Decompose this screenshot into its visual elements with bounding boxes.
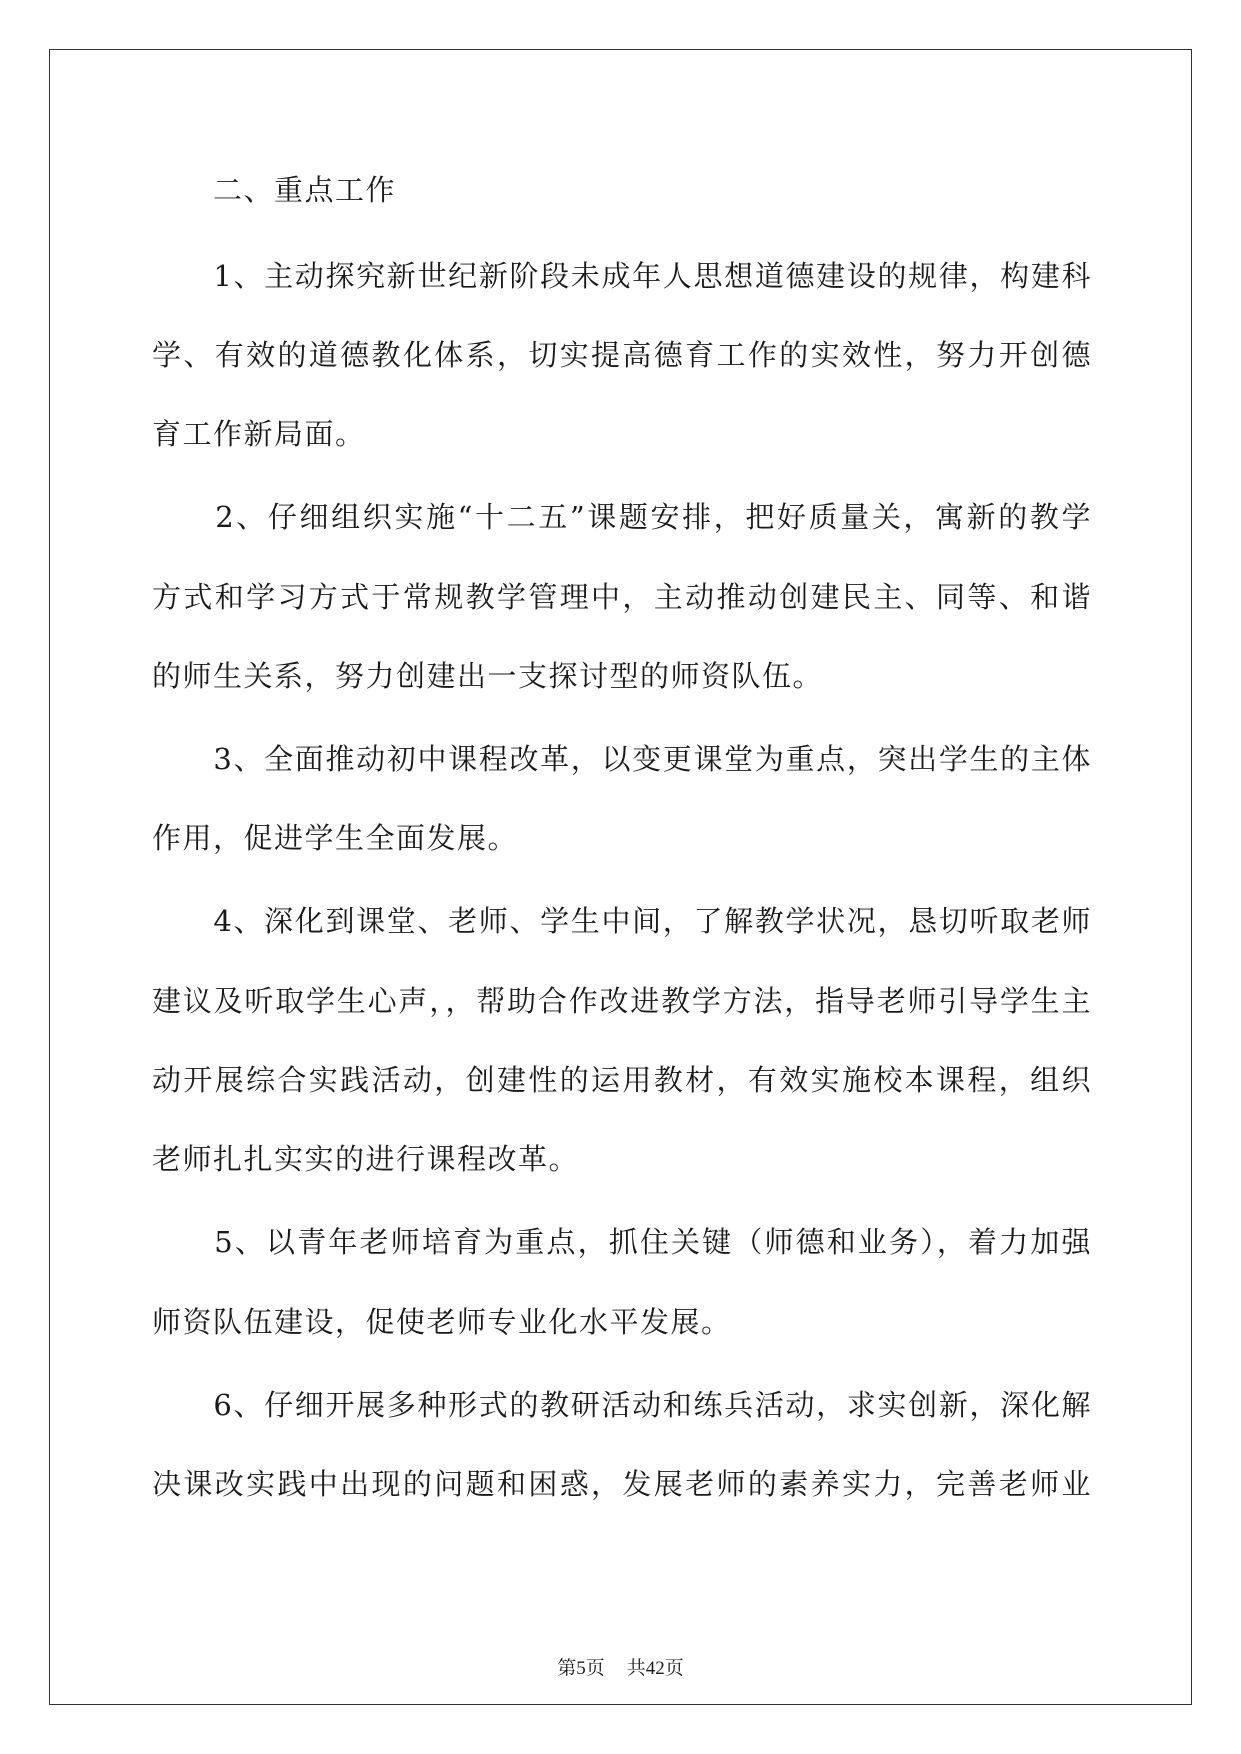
paragraph-line: 6、仔细开展多种形式的教研活动和练兵活动，求实创新，深化解 <box>152 1388 1092 1422</box>
paragraph-line: 师资队伍建设，促使老师专业化水平发展。 <box>152 1305 732 1339</box>
paragraph-line: 学、有效的道德教化体系，切实提高德育工作的实效性，努力开创德 <box>152 338 1092 372</box>
paragraph-line: 育工作新局面。 <box>152 417 366 451</box>
page-number: 第5页 <box>557 1658 605 1679</box>
paragraph-line: 作用，促进学生全面发展。 <box>152 821 519 855</box>
paragraph-line: 2、仔细组织实施“十二五”课题安排，把好质量关，寓新的教学 <box>152 500 1092 534</box>
paragraph-line: 5、以青年老师培育为重点，抓住关键（师德和业务），着力加强 <box>152 1225 1092 1259</box>
paragraph-line: 决课改实践中出现的问题和困惑，发展老师的素养实力，完善老师业 <box>152 1467 1092 1501</box>
section-heading: 二、重点工作 <box>152 173 397 207</box>
paragraph-line: 老师扎扎实实的进行课程改革。 <box>152 1142 580 1176</box>
page-footer <box>0 1657 1241 1681</box>
paragraph-line: 3、全面推动初中课程改革，以变更课堂为重点，突出学生的主体 <box>152 742 1092 776</box>
paragraph-line: 建议及听取学生心声，，帮助合作改进教学方法，指导老师引导学生主 <box>152 984 1092 1018</box>
paragraph-line: 的师生关系，努力创建出一支探讨型的师资队伍。 <box>152 659 824 693</box>
page-total: 共42页 <box>626 1658 684 1679</box>
paragraph-line: 方式和学习方式于常规教学管理中，主动推动创建民主、同等、和谐 <box>152 580 1092 614</box>
paragraph-line: 4、深化到课堂、老师、学生中间，了解教学状况，恳切听取老师 <box>152 904 1092 938</box>
paragraph-line: 1、主动探究新世纪新阶段未成年人思想道德建设的规律，构建科 <box>152 259 1092 293</box>
page-border <box>49 49 1192 1705</box>
paragraph-line: 动开展综合实践活动，创建性的运用教材，有效实施校本课程，组织 <box>152 1063 1092 1097</box>
